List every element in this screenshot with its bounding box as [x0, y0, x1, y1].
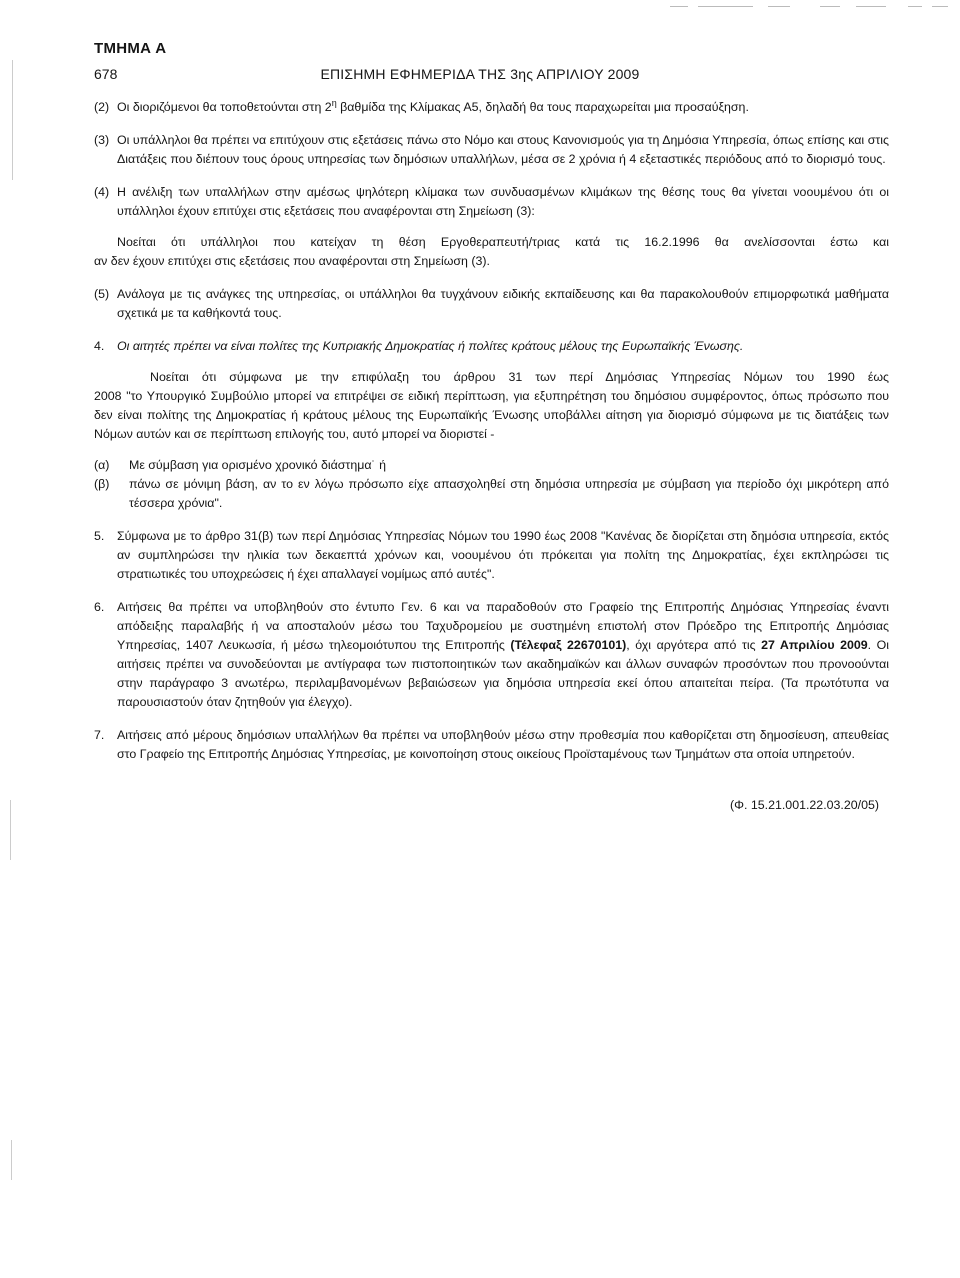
- page-number: 678: [94, 66, 118, 82]
- note-3: [94, 131, 889, 169]
- note-text: Η ανέλιξη των υπαλλήλων στην αμέσως ψηλότερη κλίμακα των συνδυασμένων κλιμάκων της θέσης τους θα γίνεται νοουμένου ότι οι υπάλληλοι έχουν επιτύχει στις εξετάσεις που αναφέρονται στη Σημείωση (3):: [117, 185, 889, 218]
- note-label: (2): [94, 100, 110, 114]
- item-text-part: . Οι αιτήσεις πρέπει να συνοδεύονται με αντίγραφα των πιστοποιητικών των ακαδημαϊκών και άλλων συναφών προσόντων που προνοούνται στην παράγραφο 3 ανωτέρω, περιλαμβανομένων βεβαιώσεων για δημόσια υπηρεσία εκεί όπου απαιτείται πείρα. (Τα πρωτότυπα να παρουσιαστούν όταν ζητηθούν για έλεγχο).: [117, 638, 889, 709]
- note-text: Ανάλογα με τις ανάγκες της υπηρεσίας, οι υπάλληλοι θα τυγχάνουν ειδικής εκπαίδευσης και θα παρακολουθούν επιμορφωτικά μαθήματα σχετικά με τα καθήκοντά τους.: [117, 287, 889, 320]
- item-7: [94, 726, 889, 764]
- item-4-sub-a: [94, 456, 889, 475]
- note-4-proviso-line2: αν δεν έχουν επιτύχει στις εξετάσεις που αναφέρονται στη Σημείωση (3).: [94, 254, 490, 268]
- sub-text: πάνω σε μόνιμη βάση, αν το εν λόγω πρόσωπο είχε απασχοληθεί στη δημόσια υπηρεσία με σύμβαση για περίοδο όχι μικρότερη από τέσσερα χρόνια".: [129, 477, 889, 510]
- note-label: (4): [94, 185, 110, 199]
- item-text: Οι αιτητές πρέπει να είναι πολίτες της Κυπριακής Δημοκρατίας ή πολίτες κράτους μέλους της Ευρωπαϊκής Ένωσης.: [117, 339, 744, 353]
- superscript: η: [331, 97, 337, 108]
- item-number: 7.: [94, 728, 105, 742]
- note-text: Οι υπάλληλοι θα πρέπει να επιτύχουν στις εξετάσεις πάνω στο Νόμο και στους Κανονισμούς για τη Δημόσια Υπηρεσία, όπως επίσης και στις Διατάξεις που διέπουν τους όρους υπηρεσίας των δημόσιων υπαλλήλων, μέσα σε 2 χρόνια ή 4 εξεταστικές περιόδους από το διορισμό τους.: [117, 133, 889, 166]
- section-label: ΤΜΗΜΑ Α: [94, 40, 167, 57]
- scan-mark: [11, 1140, 12, 1180]
- note-text-part: βαθμίδα της Κλίμακας Α5, δηλαδή θα τους παραχωρείται μια προσαύξηση.: [336, 100, 749, 114]
- sub-label: (β): [94, 477, 110, 491]
- scan-marks: [670, 4, 950, 10]
- item-4-proviso-rest: 2008 "το Υπουργικό Συμβούλιο μπορεί να επιτρέψει σε ειδική περίπτωση, για εξυπηρέτηση του δημόσιου συμφέροντος, όπως πρόσωπο που δεν είναι πολίτης της Δημοκρατίας ή κράτους μέλους της Ευρωπαϊκής Ένωσης υποβάλλει αίτηση για διορισμό σύμφωνα με τις διατάξεις των Νόμων αυτών και σε περίπτωση επιλογής του, αυτό μπορεί να διοριστεί -: [94, 389, 889, 441]
- note-text: [117, 98, 889, 117]
- item-4: [94, 337, 889, 356]
- item-number: 6.: [94, 600, 105, 614]
- file-reference: (Φ. 15.21.001.22.03.20/05): [729, 798, 879, 812]
- item-6: [94, 598, 889, 712]
- deadline-date: 27 Απριλίου 2009: [761, 638, 868, 652]
- scan-mark: [10, 800, 11, 860]
- sub-label: (α): [94, 458, 110, 472]
- item-text-part: Αιτήσεις θα πρέπει να υποβληθούν στο έντυπο Γεν. 6 και να παραδοθούν στο Γραφείο της Επιτροπής Δημόσιας Υπηρεσίας έναντι απόδειξης παραλαβής ή να αποσταλούν μέσω του Ταχυδρομείου με συστημένη επιστολή στον Πρόεδρο της Επιτροπής Δημόσιας Υπηρεσίας, 1407 Λευκωσία, ή μέσω τηλεομοιότυπου της Επιτροπής: [117, 600, 889, 652]
- item-text: Σύμφωνα με το άρθρο 31(β) των περί Δημόσιας Υπηρεσίας Νόμων του 1990 έως 2008 "Κανένας δε διορίζεται στη δημόσια υπηρεσία, εκτός αν συμπληρώσει την ηλικία των δεκαεπτά χρόνων και, νοουμένου ότι πρόκειται για πολίτη της Δημοκρατίας, έχει εκπληρώσει τις στρατιωτικές του υποχρεώσεις ή έχει απαλλαγεί νομίμως από αυτές".: [117, 529, 889, 581]
- item-4-proviso-line1: Νοείται ότι σύμφωνα με την επιφύλαξη του άρθρου 31 των περί Δημόσιας Υπηρεσίας Νόμων του 1990 έως: [150, 370, 889, 384]
- item-text: Αιτήσεις από μέρους δημόσιων υπαλλήλων θα πρέπει να υποβληθούν μέσω στην προθεσμία που καθορίζεται στη δημοσίευση, απευθείας στο Γραφείο της Επιτροπής Δημόσιας Υπηρεσίας, με κοινοποίηση στους οικείους Προϊσταμένους των Τμημάτων στα οποία υπηρετούν.: [117, 728, 889, 761]
- gazette-header: ΕΠΙΣΗΜΗ ΕΦΗΜΕΡΙΔΑ ΤΗΣ 3ης ΑΠΡΙΛΙΟΥ 2009: [320, 66, 640, 82]
- fax-number: (Τέλεφαξ 22670101): [510, 638, 627, 652]
- note-2: [94, 98, 889, 117]
- item-text: [117, 598, 889, 712]
- item-number: 4.: [94, 339, 105, 353]
- note-5: [94, 285, 889, 323]
- note-4: [94, 183, 889, 221]
- item-4-sub-b: [94, 475, 889, 513]
- note-label: (3): [94, 133, 110, 147]
- item-text-part: , όχι αργότερα από τις: [626, 638, 762, 652]
- note-label: (5): [94, 287, 110, 301]
- note-4-proviso-line1: Νοείται ότι υπάλληλοι που κατείχαν τη θέση Εργοθεραπευτή/τριας κατά τις 16.2.1996 θα ανελίσσονται έστω και: [117, 235, 889, 249]
- document-body: [94, 98, 889, 815]
- item-number: 5.: [94, 529, 105, 543]
- item-5: [94, 527, 889, 584]
- sub-text: Με σύμβαση για ορισμένο χρονικό διάστημα˙ ή: [129, 458, 386, 472]
- note-text-part: Οι διοριζόμενοι θα τοποθετούνται στη 2: [117, 100, 332, 114]
